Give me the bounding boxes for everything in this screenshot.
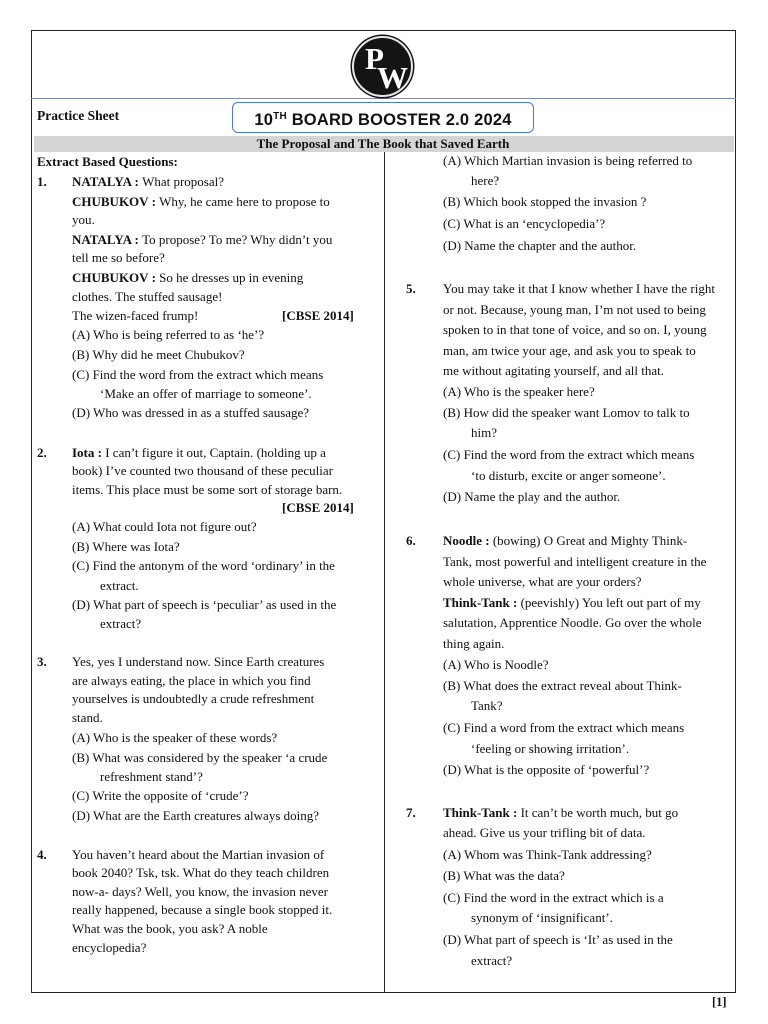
text-line	[100, 578, 139, 594]
line-text: The wizen-faced frump!	[72, 308, 199, 323]
text-line	[443, 363, 664, 379]
header-rule	[31, 98, 736, 99]
text-line	[443, 533, 731, 549]
line-text: man, am twice your age, and ask you to speak to	[443, 343, 696, 358]
line-text: (A) Whom was Think-Tank addressing?	[443, 847, 652, 862]
line-text: (D) What part of speech is ‘It’ as used in the	[443, 932, 673, 947]
practice-sheet-label: Practice Sheet	[37, 108, 120, 123]
column-divider	[384, 152, 385, 993]
line-text: (A) Who is the speaker of these words?	[72, 730, 278, 745]
text-line	[443, 657, 549, 673]
text-line	[72, 519, 257, 535]
text-line	[443, 595, 731, 611]
text-line	[443, 554, 731, 570]
line-text: (C) What is an ‘encyclopedia’?	[443, 216, 606, 231]
text-line	[72, 232, 361, 248]
line-text: yourselves is undoubtedly a crude refreshment	[72, 691, 315, 706]
line-text: (D) Name the play and the author.	[443, 489, 621, 504]
line-text: (B) Where was Iota?	[72, 539, 180, 554]
line-text: (A) Who is the speaker here?	[443, 384, 595, 399]
text-line	[72, 463, 361, 479]
line-text: (A) Which Martian invasion is being referred to	[443, 153, 693, 168]
line-text: 3.	[37, 654, 47, 669]
pw-logo	[352, 36, 413, 97]
line-text: (D) Name the chapter and the author.	[443, 238, 637, 253]
text-line	[443, 322, 731, 338]
text-line	[443, 890, 731, 906]
text-line	[471, 425, 497, 441]
text-line	[443, 153, 731, 169]
line-text: are always eating, the place in which you find	[72, 673, 311, 688]
text-line	[72, 482, 342, 498]
text-line	[443, 574, 642, 590]
text-line	[72, 367, 323, 383]
line-text: salutation, Apprentice Noodle. Go over the whole	[443, 615, 702, 630]
text-line	[443, 447, 731, 463]
line-text: you.	[72, 212, 95, 227]
text-line	[443, 302, 731, 318]
line-text: Why, he came here to propose to	[159, 194, 330, 209]
line-text: [CBSE 2014]	[282, 500, 354, 515]
line-text: really happened, because a single book stopped it.	[72, 902, 333, 917]
text-line	[72, 174, 224, 190]
line-text: ‘to disturb, excite or anger someone’.	[471, 468, 666, 483]
text-line	[37, 154, 178, 170]
text-line	[72, 940, 146, 956]
speaker-label: CHUBUKOV :	[72, 270, 160, 285]
page-title	[232, 102, 534, 133]
logo-letter-w: W	[377, 60, 408, 95]
text-line	[72, 808, 319, 824]
speaker-label: CHUBUKOV :	[72, 194, 160, 209]
line-text: me without agitating yourself, and all that.	[443, 363, 664, 378]
line-text: You may take it that I know whether I have the right	[443, 281, 715, 296]
text-line	[282, 500, 354, 516]
text-line	[72, 750, 327, 766]
text-line	[72, 865, 361, 881]
text-line	[471, 173, 499, 189]
line-text: (C) Find a word from the extract which means	[443, 720, 685, 735]
line-text: clothes. The stuffed sausage!	[72, 289, 223, 304]
text-line	[443, 932, 731, 948]
text-line	[72, 654, 361, 670]
text-line	[72, 327, 264, 343]
text-line	[443, 678, 731, 694]
speaker-label: NATALYA :	[72, 232, 143, 247]
line-text: extract.	[100, 578, 139, 593]
line-text: (B) What was the data?	[443, 868, 565, 883]
text-line	[443, 615, 731, 631]
line-text: ahead. Give us your trifling bit of data.	[443, 825, 646, 840]
line-text: stand.	[72, 710, 103, 725]
line-text: (D) What are the Earth creatures always doing?	[72, 808, 320, 823]
page-number: [1]	[712, 995, 727, 1009]
line-text: What proposal?	[142, 174, 225, 189]
text-line	[37, 847, 47, 863]
text-line	[72, 788, 248, 804]
text-line	[72, 884, 361, 900]
line-text: (B) How did the speaker want Lomov to talk to	[443, 405, 690, 420]
line-text: So he dresses up in evening	[159, 270, 304, 285]
line-text: (D) What part of speech is ‘peculiar’ as used in the	[72, 597, 337, 612]
text-line	[443, 868, 565, 884]
text-line	[72, 405, 309, 421]
line-text: ‘Make an offer of marriage to someone’.	[100, 386, 312, 401]
text-line	[72, 902, 361, 918]
text-line	[443, 238, 636, 254]
text-line	[72, 308, 198, 324]
text-line	[443, 384, 595, 400]
text-line	[72, 270, 361, 286]
text-line	[72, 673, 361, 689]
line-text: Extract Based Questions:	[37, 154, 178, 169]
line-text: encyclopedia?	[72, 940, 147, 955]
text-line	[100, 386, 312, 402]
text-line	[37, 654, 47, 670]
text-line	[72, 730, 277, 746]
line-text: You haven’t heard about the Martian invasion of	[72, 847, 325, 862]
line-text: synonym of ‘insignificant’.	[471, 910, 613, 925]
text-line	[443, 216, 605, 232]
text-line	[443, 405, 731, 421]
text-line	[72, 539, 180, 555]
text-line	[471, 468, 666, 484]
text-line	[72, 921, 361, 937]
line-text: here?	[471, 173, 500, 188]
line-text: (C) Write the opposite of ‘crude’?	[72, 788, 249, 803]
line-text: refreshment stand’?	[100, 769, 203, 784]
speaker-label: Think-Tank :	[443, 805, 521, 820]
line-text: now-a- days? Well, you know, the invasion never	[72, 884, 329, 899]
line-text: (C) Find the word from the extract which means	[72, 367, 324, 382]
line-text: extract?	[471, 953, 513, 968]
text-line	[443, 343, 731, 359]
line-text: Tank, most powerful and intelligent creature in the	[443, 554, 707, 569]
line-text: book) I’ve counted two thousand of these peculiar	[72, 463, 334, 478]
text-line	[37, 445, 47, 461]
text-line	[471, 953, 512, 969]
line-text: 6.	[406, 533, 416, 548]
title-number: 10	[254, 111, 274, 129]
text-line	[72, 847, 361, 863]
line-text: him?	[471, 425, 497, 440]
text-line	[443, 489, 620, 505]
logo-letter-p: P	[365, 41, 384, 76]
line-text: [CBSE 2014]	[282, 308, 354, 323]
line-text: book 2040? Tsk, tsk. What do they teach children	[72, 865, 330, 880]
line-text: (peevishly) You left out part of my	[520, 595, 701, 610]
text-line	[37, 174, 47, 190]
text-line	[100, 616, 141, 632]
text-line	[443, 194, 646, 210]
line-text: or not. Because, young man, I’m not used to being	[443, 302, 706, 317]
line-text: (D) Who was dressed in as a stuffed sausage?	[72, 405, 310, 420]
text-line	[406, 533, 416, 549]
chapter-subtitle: The Proposal and The Book that Saved Earth	[256, 136, 510, 151]
line-text: (C) Find the antonym of the word ‘ordinary’ in the	[72, 558, 335, 573]
line-text: extract?	[100, 616, 142, 631]
text-line	[72, 597, 336, 613]
line-text: (B) What was considered by the speaker ‘a crude	[72, 750, 328, 765]
text-line	[443, 825, 646, 841]
text-line	[443, 805, 731, 821]
line-text: whole universe, what are your orders?	[443, 574, 642, 589]
line-text: spoken to in that tone of voice, and so on. I, young	[443, 322, 707, 337]
text-line	[100, 769, 203, 785]
title-rest: BOARD BOOSTER 2.0 2024	[286, 111, 512, 129]
line-text: Tank?	[471, 698, 503, 713]
text-line	[72, 347, 245, 363]
text-line	[443, 636, 504, 652]
text-line	[443, 720, 731, 736]
text-line	[72, 445, 361, 461]
text-line	[406, 281, 416, 297]
text-line	[443, 847, 652, 863]
text-line	[443, 762, 649, 778]
line-text: What was the book, you ask? A noble	[72, 921, 268, 936]
line-text: (B) What does the extract reveal about Think-	[443, 678, 682, 693]
speaker-label: Iota :	[72, 445, 106, 460]
line-text: (bowing) O Great and Mighty Think-	[492, 533, 688, 548]
line-text: items. This place must be some sort of storage barn.	[72, 482, 343, 497]
line-text: thing again.	[443, 636, 505, 651]
title-superscript: TH	[273, 111, 287, 122]
text-line	[72, 194, 361, 210]
line-text: (A) Who is Noodle?	[443, 657, 549, 672]
speaker-label: Noodle :	[443, 533, 493, 548]
line-text: I can’t figure it out, Captain. (holding up a	[105, 445, 326, 460]
text-line	[471, 698, 503, 714]
line-text: It can’t be worth much, but go	[520, 805, 679, 820]
text-line	[72, 558, 335, 574]
text-line	[72, 289, 222, 305]
line-text: (C) Find the word in the extract which is a	[443, 890, 664, 905]
text-line	[443, 281, 731, 297]
text-line	[72, 691, 361, 707]
text-line	[72, 250, 165, 266]
line-text: ‘feeling or showing irritation’.	[471, 741, 630, 756]
line-text: 5.	[406, 281, 416, 296]
text-line	[72, 212, 95, 228]
line-text: tell me so before?	[72, 250, 165, 265]
line-text: (B) Why did he meet Chubukov?	[72, 347, 245, 362]
text-line	[471, 741, 629, 757]
line-text: To propose? To me? Why didn’t you	[142, 232, 333, 247]
line-text: (A) What could Iota not figure out?	[72, 519, 257, 534]
line-text: Yes, yes I understand now. Since Earth creatures	[72, 654, 325, 669]
text-line	[471, 910, 613, 926]
text-line	[72, 710, 103, 726]
text-line	[282, 308, 354, 324]
speaker-label: NATALYA :	[72, 174, 143, 189]
line-text: 1.	[37, 174, 47, 189]
line-text: 2.	[37, 445, 47, 460]
line-text: (D) What is the opposite of ‘powerful’?	[443, 762, 650, 777]
speaker-label: Think-Tank :	[443, 595, 521, 610]
line-text: 4.	[37, 847, 47, 862]
line-text: (B) Which book stopped the invasion ?	[443, 194, 647, 209]
text-line	[406, 805, 416, 821]
line-text: (C) Find the word from the extract which means	[443, 447, 695, 462]
line-text: (A) Who is being referred to as ‘he’?	[72, 327, 265, 342]
line-text: 7.	[406, 805, 416, 820]
